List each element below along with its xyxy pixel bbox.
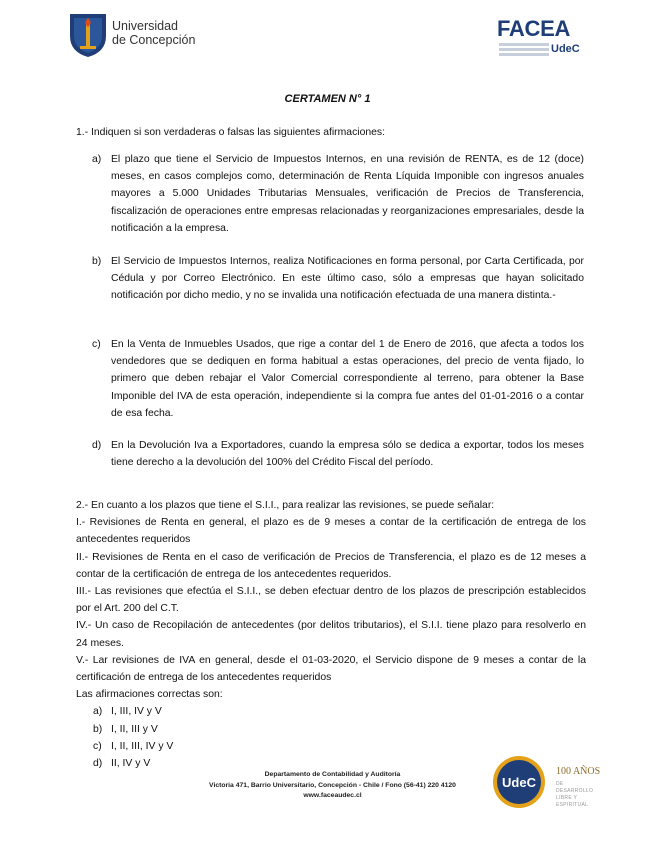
facea-tagline-graphic [499, 43, 549, 58]
footer-department: Departamento de Contabilidad y Auditoría [264, 771, 401, 778]
facea-logo [497, 16, 589, 62]
facea-brand: FACEA [497, 16, 571, 41]
udec-logo [68, 12, 208, 60]
item-label: a) [92, 154, 102, 165]
anniversary-badge [552, 762, 622, 812]
item-label: d) [92, 440, 102, 451]
q1-item-c [92, 336, 584, 422]
option-label: b) [93, 723, 103, 735]
udec-badge-text: UdeC [502, 775, 536, 790]
q2-prompt: 2.- En cuanto a los plazos que tiene el S.I.I., para realizar las revisiones, se puede señalar: [76, 500, 495, 511]
q1-item-b [92, 253, 584, 305]
q2-statement-1: I.- Revisiones de Renta en general, el plazo es de 9 meses a contar de la certificación de entrega de los antecedentes requeridos [76, 517, 586, 546]
udec-badge-icon [492, 755, 546, 809]
option-text: II, IV y V [111, 758, 151, 770]
option-label: c) [93, 740, 102, 752]
q2-statement-4: IV.- Un caso de Recopilación de antecedentes (por delitos tributarios), el S.I.I. tiene plazo para resolverlo en 24 meses. [76, 620, 586, 649]
anniversary-subtitle [556, 781, 593, 809]
q2-block [76, 497, 586, 772]
item-label: c) [92, 339, 101, 350]
footer-address [150, 770, 515, 802]
anniversary-line-4: ESPIRITUAL [556, 802, 589, 808]
q2-statement-2: II.- Revisiones de Renta en el caso de verificación de Precios de Transferencia, el plazo es de 12 meses a contar de la certificación de entrega de los antecedentes requeridos. [76, 551, 586, 580]
q1-item-d [92, 437, 584, 471]
udec-name-line2: de Concepción [112, 33, 196, 47]
option-label: a) [93, 706, 103, 718]
page-title: CERTAMEN N° 1 [284, 93, 371, 105]
q2-option-b [93, 721, 586, 738]
item-text: El Servicio de Impuestos Internos, realiza Notificaciones en forma personal, por Carta Certificada, por Cédula y por Correo Electrónico. En este último caso, sólo a empresas que hayan solicitado notificación por dicho medio, y no se invalida una notificación efectuada de una manera distinta.- [111, 256, 584, 302]
udec-name-line1: Universidad [112, 19, 179, 33]
option-text: I, II, III y V [111, 723, 158, 735]
item-label: b) [92, 256, 102, 267]
option-text: I, III, IV y V [111, 706, 162, 718]
footer-website: www.faceaudec.cl [303, 792, 362, 799]
anniversary-title: 100 AÑOS [556, 766, 601, 777]
item-text: El plazo que tiene el Servicio de Impuestos Internos, en una revisión de RENTA, es de 12 (doce) meses, en casos complejos como, determinación de Renta Líquida Imponible con ingresos anuales mayores a 5.000 Unidades Tributarias Mensuales, verificación de Precios de Transferencia, fiscalización de operaciones entre empresas relacionadas y reorganizaciones empresariales, desde la notificación a la empresa. [111, 154, 584, 234]
udec-shield-icon [68, 12, 108, 58]
anniversary-line-1: DE [556, 781, 564, 787]
q2-statement-3: III.- Las revisiones que efectúa el S.I.I., se deben efectuar dentro de los plazos de prescripción establecidos por el Art. 200 del C.T. [76, 586, 586, 615]
q2-options-intro: Las afirmaciones correctas son: [76, 689, 223, 701]
item-text: En la Venta de Inmuebles Usados, que rige a contar del 1 de Enero de 2016, que afecta a todos los vendedores que se dediquen en forma habitual a estas operaciones, del precio de venta fijado, lo primero que deben rebajar el Valor Comercial correspondiente al terreno, para obtener la Base Imponible del IVA de esta operación, independiente si la compra fue antes del 01-01-2016 o a contar de esa fecha. [111, 339, 584, 419]
footer-address-line: Victoria 471, Barrio Universitario, Concepción - Chile / Fono (56-41) 220 4120 [209, 781, 456, 789]
facea-sub: UdeC [551, 43, 580, 55]
q1-prompt: 1.- Indiquen si son verdaderas o falsas las siguientes afirmaciones: [76, 127, 385, 138]
q2-option-c [93, 738, 586, 755]
q1-item-a [92, 151, 584, 237]
option-text: I, II, III, IV y V [111, 740, 174, 752]
anniversary-line-2: DESARROLLO [556, 788, 594, 794]
q2-option-a [93, 703, 586, 720]
item-text: En la Devolución Iva a Exportadores, cuando la empresa sólo se dedica a exportar, todos los meses tiene derecho a la devolución del 100% del Crédito Fiscal del período. [111, 440, 584, 469]
q2-statement-5: V.- Lar revisiones de IVA en general, desde el 01-03-2020, el Servicio dispone de 9 meses a contar de la certificación de entrega de los antecedentes requeridos [76, 654, 586, 684]
option-label: d) [93, 758, 103, 770]
udec-name [112, 19, 195, 47]
anniversary-line-3: LIBRE Y [556, 795, 578, 801]
